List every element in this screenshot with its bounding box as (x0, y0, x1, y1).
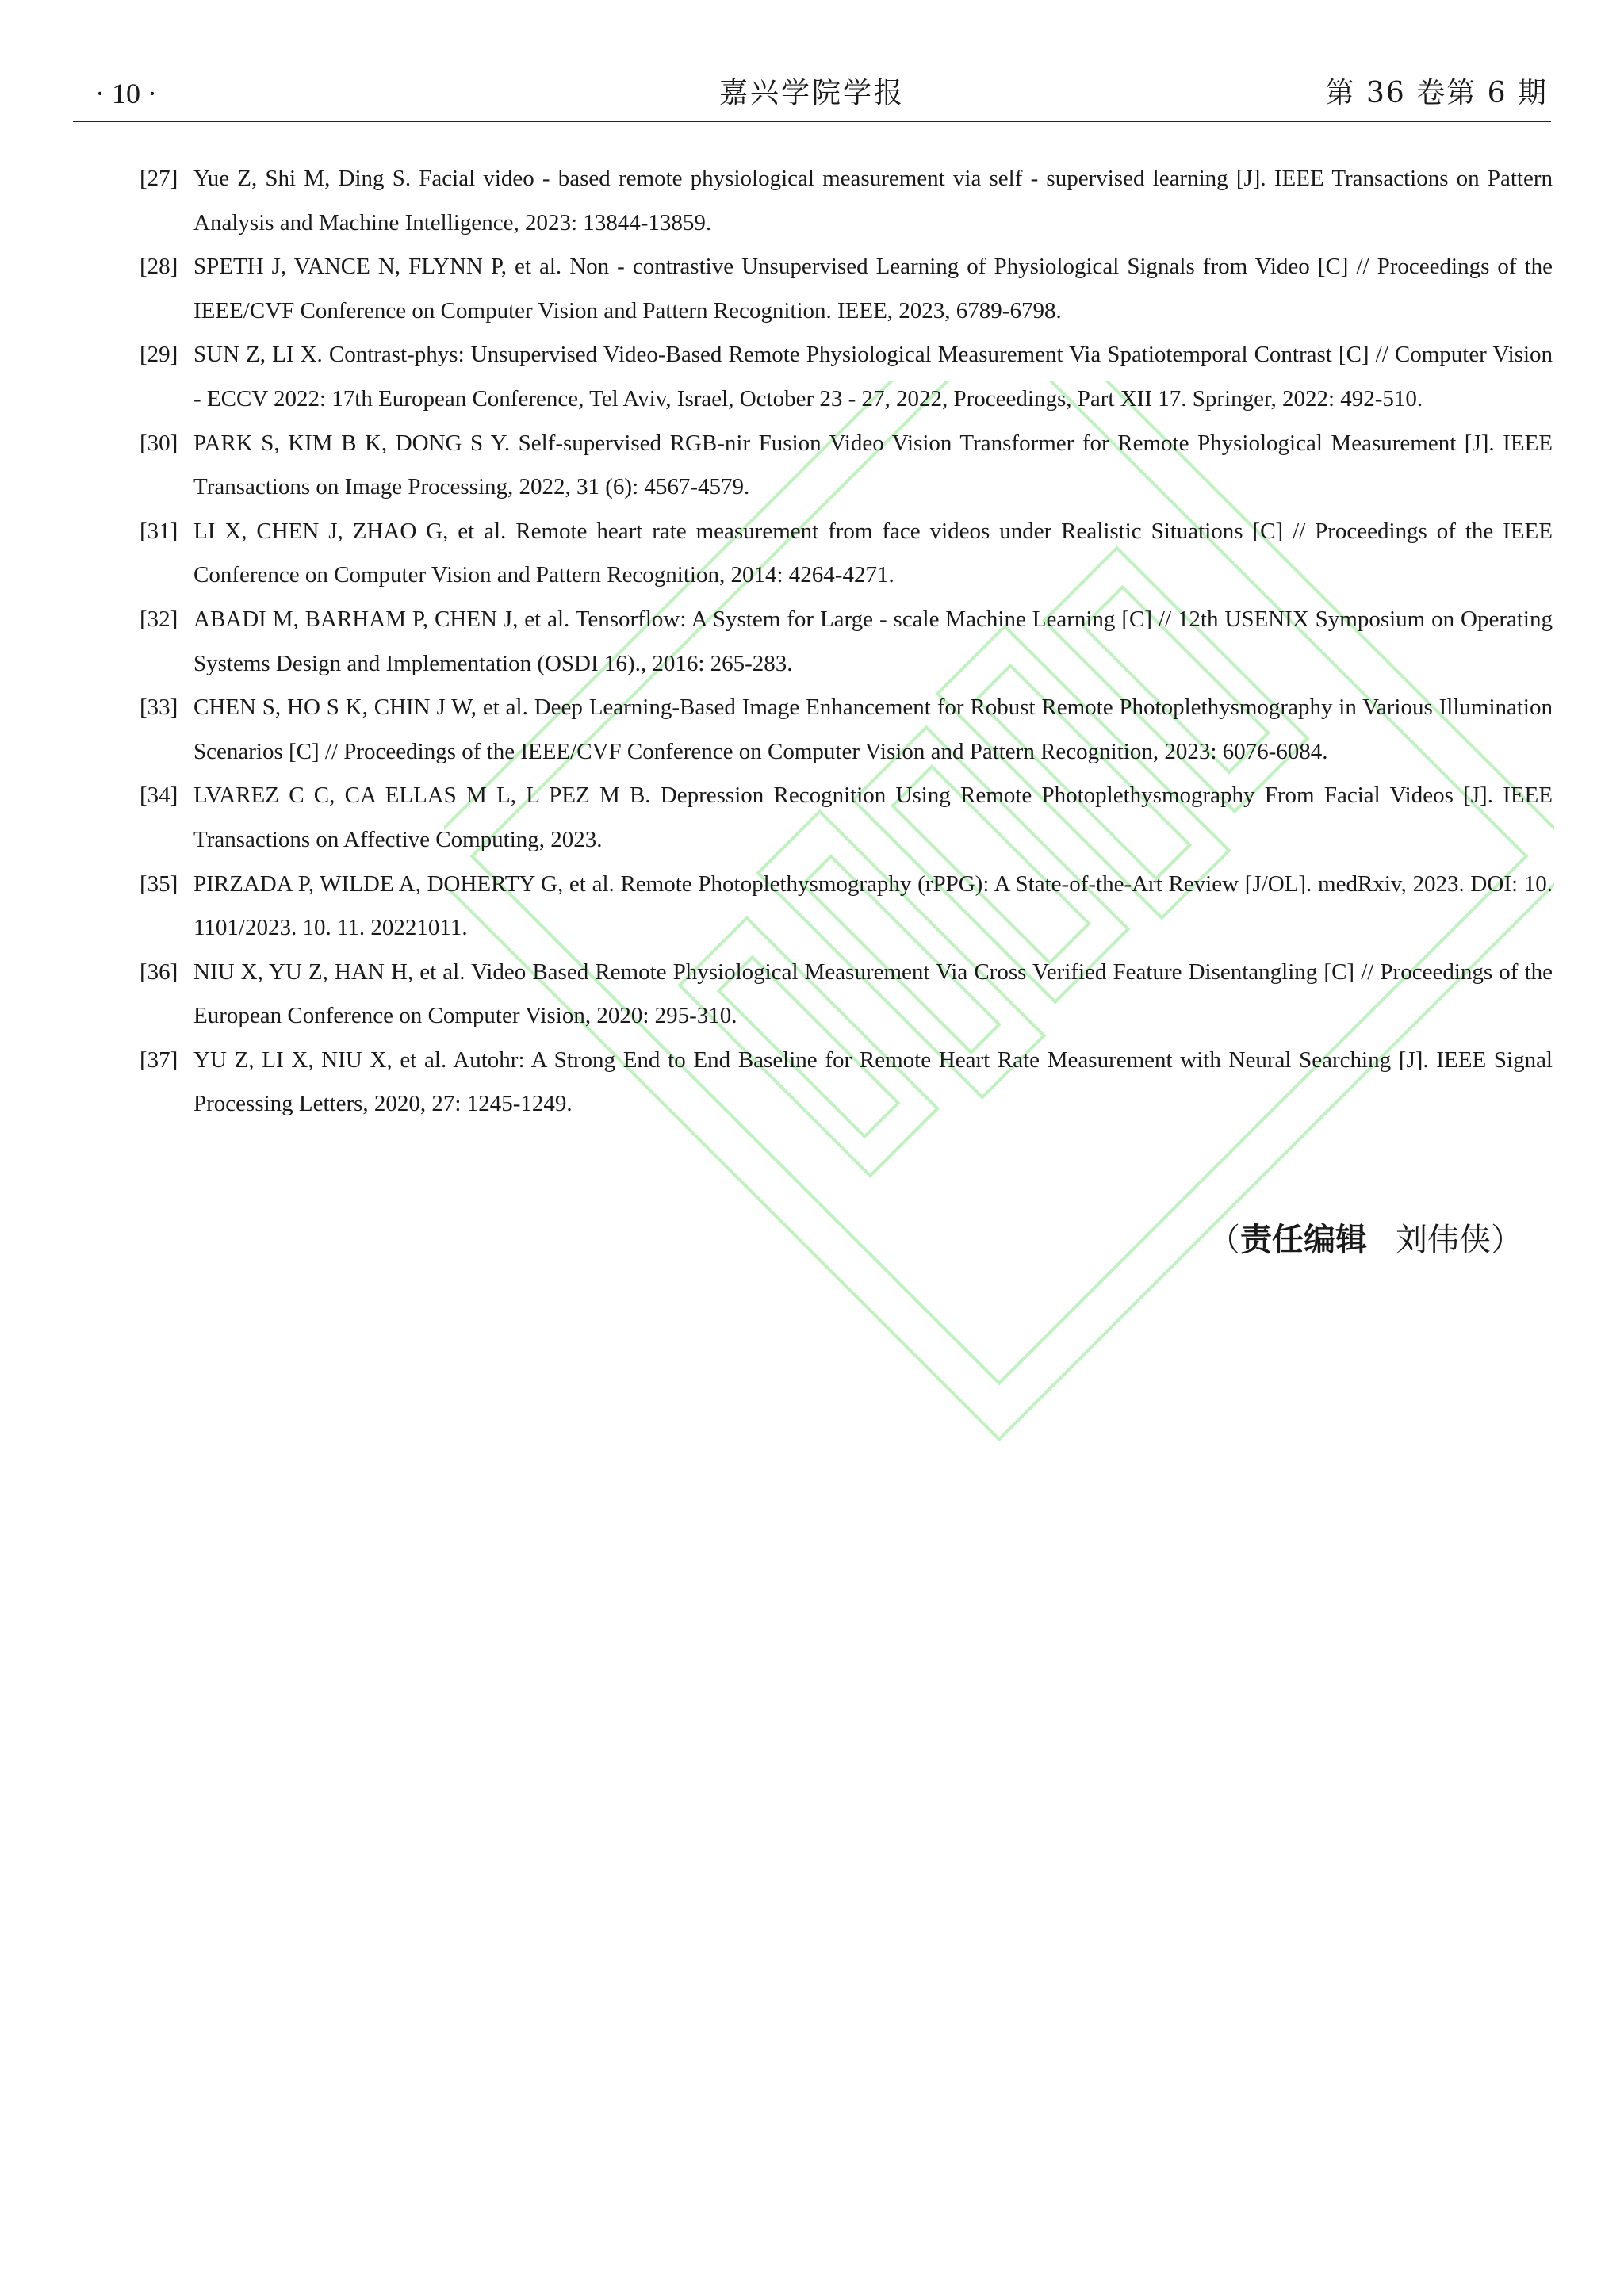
reference-text: SUN Z, LI X. Contrast-phys: Unsupervised Video-Based Remote Physiological Measurement Via Spatiotemporal Contrast [C] // Computer Vision - ECCV 2022: 17th European Conference, Tel Aviv, Israel, October 23 - 27, 2022, Proceedings, Part XII 17. Springer, 2022: 492-510. (193, 342, 1553, 411)
reference-item (140, 333, 1553, 421)
reference-number: [33] (140, 695, 178, 721)
reference-text: YU Z, LI X, NIU X, et al. Autohr: A Strong End to End Baseline for Remote Heart Rate Measurement with Neural Searching [J]. IEEE Signal Processing Letters, 2020, 27: 1245-1249. (193, 1047, 1553, 1117)
reference-number: [31] (140, 518, 178, 544)
page-number: · 10 · (95, 78, 157, 109)
reference-text: PIRZADA P, WILDE A, DOHERTY G, et al. Remote Photoplethysmography (rPPG): A State-of-the-Art Review [J/OL]. medRxiv, 2023. DOI: 10. 1101/2023. 10. 11. 20221011. (193, 871, 1553, 941)
reference-text: SPETH J, VANCE N, FLYNN P, et al. Non - contrastive Unsupervised Learning of Physiological Signals from Video [C] // Proceedings of the IEEE/CVF Conference on Computer Vision and Pattern Recognition. IEEE, 2023, 6789-6798. (193, 254, 1553, 323)
reference-item (140, 245, 1553, 333)
reference-text: LVAREZ C C, CA ELLAS M L, L PEZ M B. Depression Recognition Using Remote Photoplethysmography From Facial Videos [J]. IEEE Transactions on Affective Computing, 2023. (193, 783, 1553, 852)
reference-item (140, 598, 1553, 686)
reference-item (140, 686, 1553, 774)
reference-text: Yue Z, Shi M, Ding S. Facial video - based remote physiological measurement via self - supervised learning [J]. IEEE Transactions on Pattern Analysis and Machine Intelligence, 2023: 13844-13859. (193, 166, 1553, 235)
reference-number: [37] (140, 1047, 178, 1073)
reference-number: [30] (140, 430, 178, 456)
reference-number: [34] (140, 783, 178, 809)
editor-open-paren: （ (1208, 1222, 1240, 1258)
editor-close-paren: ） (1491, 1222, 1522, 1258)
reference-item (140, 1039, 1553, 1127)
reference-text: PARK S, KIM B K, DONG S Y. Self-supervised RGB-nir Fusion Video Vision Transformer for Remote Physiological Measurement [J]. IEEE Transactions on Image Processing, 2022, 31 (6): 4567-4579. (193, 430, 1553, 500)
reference-item (140, 863, 1553, 951)
journal-title: 嘉兴学院学报 (718, 77, 905, 109)
reference-item (140, 774, 1553, 862)
reference-number: [27] (140, 166, 178, 191)
editor-label: 责任编辑 (1240, 1222, 1367, 1258)
reference-text: ABADI M, BARHAM P, CHEN J, et al. Tensorflow: A System for Large - scale Machine Learning [C] // 12th USENIX Symposium on Operating Systems Design and Implementation (OSDI 16)., 2016: 265-283. (193, 606, 1553, 676)
reference-text: CHEN S, HO S K, CHIN J W, et al. Deep Learning-Based Image Enhancement for Robust Remote Photoplethysmography in Various Illumination Scenarios [C] // Proceedings of the IEEE/CVF Conference on Computer Vision and Pattern Recognition, 2023: 6076-6084. (193, 695, 1553, 764)
page-header (73, 70, 1551, 122)
reference-item (140, 422, 1553, 510)
reference-number: [28] (140, 254, 178, 280)
issue-info: 第 36 卷第 6 期 (1325, 77, 1548, 109)
responsible-editor (1208, 1219, 1522, 1261)
reference-item (140, 951, 1553, 1039)
reference-number: [36] (140, 959, 178, 985)
editor-name: 刘伟侠 (1396, 1222, 1491, 1258)
reference-number: [32] (140, 606, 178, 632)
reference-item (140, 510, 1553, 598)
reference-text: LI X, CHEN J, ZHAO G, et al. Remote heart rate measurement from face videos under Realistic Situations [C] // Proceedings of the IEEE Conference on Computer Vision and Pattern Recognition, 2014: 4264-4271. (193, 518, 1553, 588)
reference-list (140, 157, 1553, 1127)
reference-number: [29] (140, 342, 178, 368)
reference-item (140, 157, 1553, 245)
reference-number: [35] (140, 871, 178, 897)
reference-text: NIU X, YU Z, HAN H, et al. Video Based Remote Physiological Measurement Via Cross Verified Feature Disentangling [C] // Proceedings of the European Conference on Computer Vision, 2020: 295-310. (193, 959, 1553, 1029)
